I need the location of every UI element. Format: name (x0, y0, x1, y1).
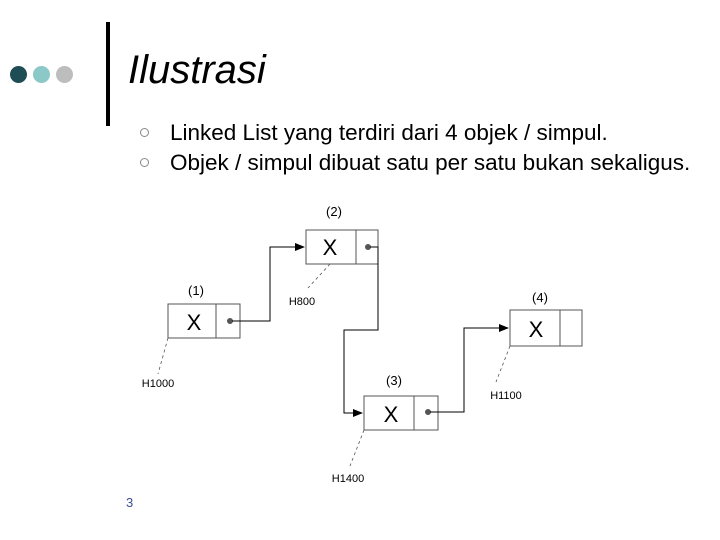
node-1 (142, 283, 240, 390)
node-1-value: X (186, 310, 202, 335)
node-2 (289, 204, 378, 308)
bullet-text: Objek / simpul dibuat satu per satu bukan sekaligus. (170, 150, 691, 175)
node-4-order-label: (4) (532, 290, 548, 305)
page-number: 3 (126, 495, 134, 510)
node-1-address: H1000 (141, 378, 175, 390)
node-4-address-leader (496, 346, 510, 382)
node-3-value: X (383, 402, 399, 427)
bullet-text: Linked List yang terdiri dari 4 objek / simpul. (170, 120, 608, 145)
node-3 (332, 373, 438, 485)
node-3-order-label: (3) (386, 373, 402, 388)
node-4-address: H1100 (490, 390, 522, 402)
node-2-value: X (322, 235, 338, 260)
node-4-value: X (528, 317, 544, 342)
node-1-address-leader (158, 338, 168, 374)
slide-title: Ilustrasi (128, 48, 266, 92)
node-4 (490, 290, 582, 402)
node-1-order-label: (1) (188, 283, 204, 298)
node-2-address: H800 (288, 296, 316, 308)
link-2-to-3 (344, 247, 378, 413)
node-4-pointer-cell (560, 310, 582, 346)
link-1-to-2 (232, 247, 304, 321)
node-2-address-leader (308, 264, 330, 288)
node-3-address: H1400 (331, 473, 365, 485)
node-2-order-label: (2) (326, 204, 342, 219)
node-3-address-leader (350, 430, 364, 466)
